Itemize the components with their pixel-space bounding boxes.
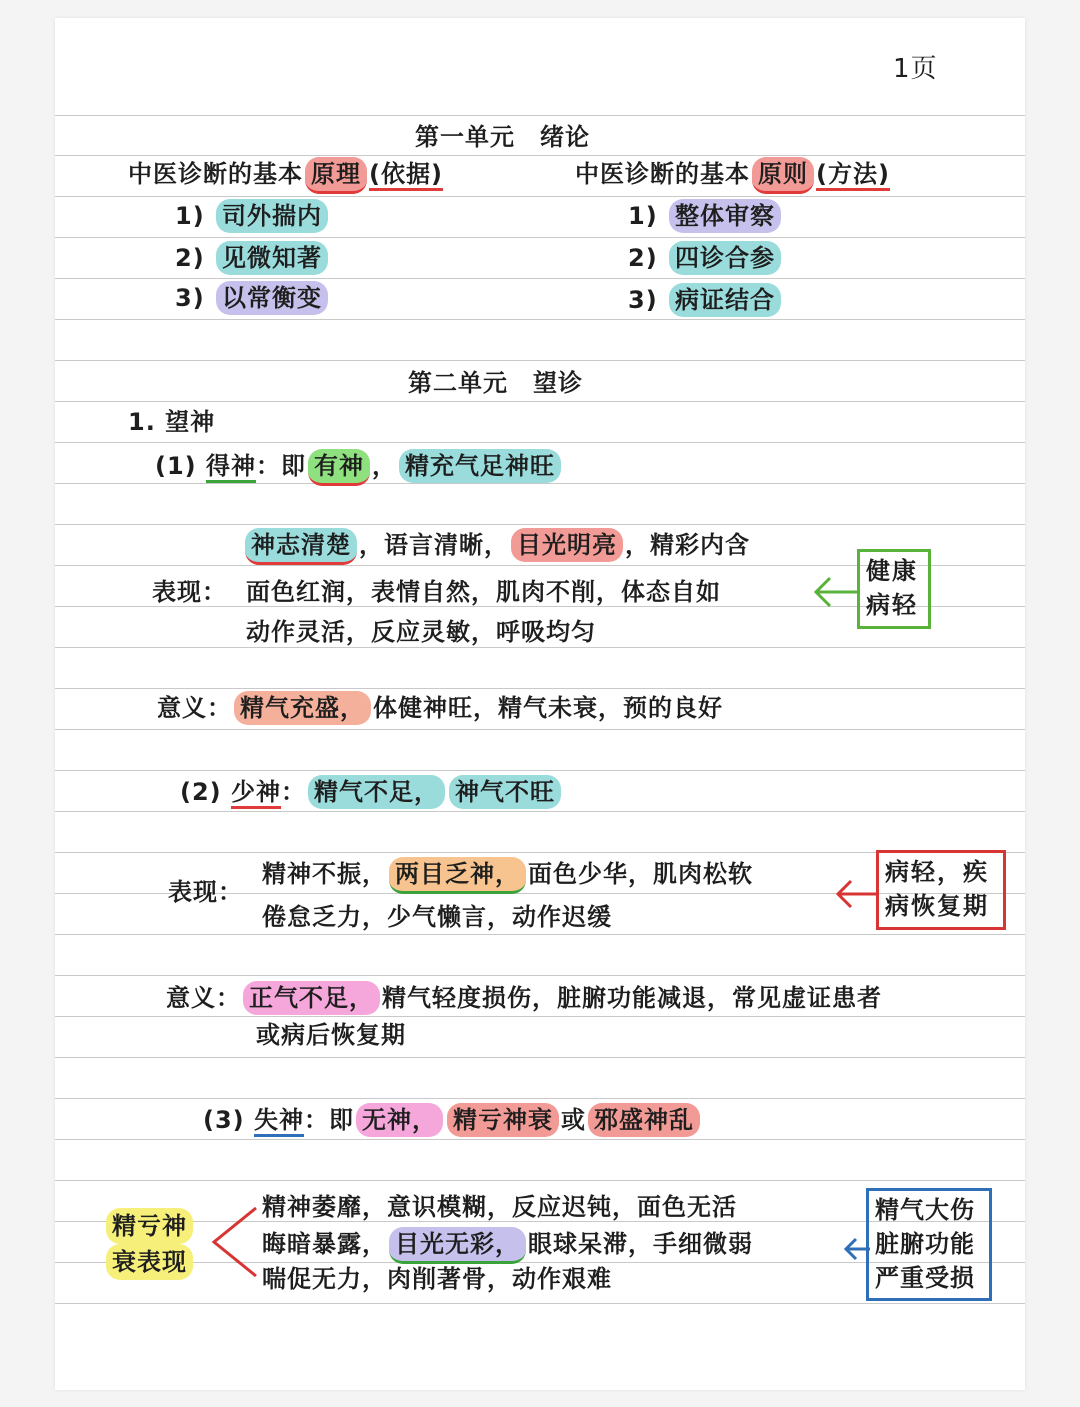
deshen-result-box [857,549,931,629]
item-number: 3) [175,284,205,312]
ruled-line [55,401,1025,402]
box-line: 精气大伤 [875,1196,975,1224]
shaoshen-manifest-label: 表现： [168,878,243,906]
deshen-meaning [157,691,723,725]
item-number: 3) [628,286,658,314]
shaoshen-meaning-line-2: 或病后恢复期 [256,1021,406,1049]
ruled-line [55,319,1025,320]
ruled-line [55,934,1025,935]
ruled-line [55,442,1025,443]
heading-suffix: (方法) [816,160,890,191]
side-label-line: 衰表现 [106,1244,193,1280]
unit1-right-heading [575,157,890,194]
ruled-line [55,1180,1025,1181]
highlight-text: 神志清楚 [245,528,357,565]
plain-text: 精神不振， [262,860,387,888]
arrow-left-icon [834,877,878,911]
heading-text: 中医诊断的基本 [575,160,750,188]
plain-text: 精气轻度损伤，脏腑功能减退，常见虚证患者 [382,984,882,1012]
meaning-label: 意义： [166,984,241,1012]
plain-text: 晦暗暴露， [262,1230,387,1258]
highlight-text: 邪盛神乱 [588,1103,700,1137]
highlight-text: 无神， [356,1103,443,1137]
shaoshen-line-2: 倦怠乏力，少气懒言，动作迟缓 [262,903,612,931]
plain-text: 眼球呆滞，手细微弱 [528,1230,753,1258]
ruled-line [55,524,1025,525]
item-number: (1) [155,452,197,480]
deshen-label: 得神 [206,452,256,483]
box-line: 病轻，疾 [885,858,989,886]
page-number: 1页 [893,54,938,84]
item-text: 司外揣内 [216,199,328,233]
unit2-title: 第二单元 望诊 [408,369,583,397]
unit1-left-heading [128,157,443,194]
highlight-text: 正气不足， [243,981,380,1015]
item-text: 以常衡变 [216,281,328,315]
bracket-icon [208,1204,258,1280]
item-number: 2) [175,244,205,272]
deshen-line-2: 面色红润，表情自然，肌肉不削，体态自如 [246,578,721,606]
ruled-line [55,975,1025,976]
heading-text: 中医诊断的基本 [128,160,303,188]
box-line: 严重受损 [875,1264,975,1292]
shaoshen-result-box [876,850,1006,930]
ruled-line [55,1303,1025,1304]
plain-text: ，精彩内含 [625,531,750,559]
highlight-text: 目光无彩， [389,1227,526,1264]
deshen-line-3: 动作灵活，反应灵敏，呼吸均匀 [246,618,596,646]
ruled-line [55,811,1025,812]
right-item-2 [628,241,783,275]
box-line: 病轻 [866,591,918,619]
side-label-line: 精亏神 [106,1208,193,1244]
heading-suffix: (依据) [369,160,443,191]
ruled-line [55,237,1025,238]
shaoshen-meaning [166,981,882,1015]
deshen-key: 有神 [308,449,370,486]
shishen-line-1: 精神萎靡，意识模糊，反应迟钝，面色无活 [262,1193,737,1221]
box-line: 脏腑功能 [875,1230,975,1258]
ruled-line [55,360,1025,361]
ruled-line [55,115,1025,116]
item-text: 病证结合 [669,283,781,317]
item-text: 四诊合参 [669,241,781,275]
shishen-label: 失神 [254,1106,304,1137]
right-item-3 [628,283,783,317]
section-wangshen: 1. 望神 [128,408,216,436]
unit1-title: 第一单元 绪论 [415,123,590,151]
highlight-text: 精气不足， [308,775,445,809]
item-number: (2) [180,778,222,806]
meaning-label: 意义： [157,694,232,722]
plain-text: 或 [561,1106,586,1134]
colon: ： [281,778,306,806]
plain-text: 面色少华，肌肉松软 [528,860,753,888]
highlight-text: 精亏神衰 [447,1103,559,1137]
shishen-side-label [104,1208,195,1280]
ruled-line [55,196,1025,197]
shishen-line-3: 喘促无力，肉削著骨，动作艰难 [262,1265,612,1293]
left-item-1 [175,199,330,233]
highlight-text: 神气不旺 [449,775,561,809]
deshen-line-1 [243,528,750,565]
plain-text: ，语言清晰， [359,531,509,559]
ruled-line [55,729,1025,730]
deshen-manifest-label: 表现： [152,578,227,606]
deshen-heading [155,449,563,486]
item-number: 1) [175,202,205,230]
colon: ：即 [304,1106,354,1134]
ruled-line [55,1057,1025,1058]
ruled-line [55,278,1025,279]
item-number: (3) [203,1106,245,1134]
item-number: 1) [628,202,658,230]
left-item-2 [175,241,330,275]
left-item-3 [175,281,330,315]
ruled-line [55,770,1025,771]
box-line: 健康 [866,557,918,585]
shishen-heading [203,1103,702,1137]
right-item-1 [628,199,783,233]
ruled-line [55,688,1025,689]
ruled-line [55,1016,1025,1017]
shishen-result-box [866,1188,992,1301]
separator: ， [372,452,397,480]
highlight-text: 两目乏神， [389,857,526,894]
heading-key-highlight: 原理 [305,157,367,194]
item-number: 2) [628,244,658,272]
shaoshen-heading [180,775,563,809]
shishen-line-2 [262,1227,753,1264]
heading-key-highlight: 原则 [752,157,814,194]
box-line: 病恢复期 [885,892,989,920]
highlight-text: 精气充盛， [234,691,371,725]
ruled-line [55,155,1025,156]
deshen-summary: 精充气足神旺 [399,449,561,483]
item-text: 整体审察 [669,199,781,233]
ruled-line [55,1098,1025,1099]
item-text: 见微知著 [216,241,328,275]
plain-text: 体健神旺，精气未衰，预的良好 [373,694,723,722]
highlight-text: 目光明亮 [511,528,623,562]
colon: ：即 [256,452,306,480]
ruled-line [55,1139,1025,1140]
arrow-left-icon [812,575,862,609]
shaoshen-label: 少神 [231,778,281,809]
shaoshen-line-1 [262,857,753,894]
